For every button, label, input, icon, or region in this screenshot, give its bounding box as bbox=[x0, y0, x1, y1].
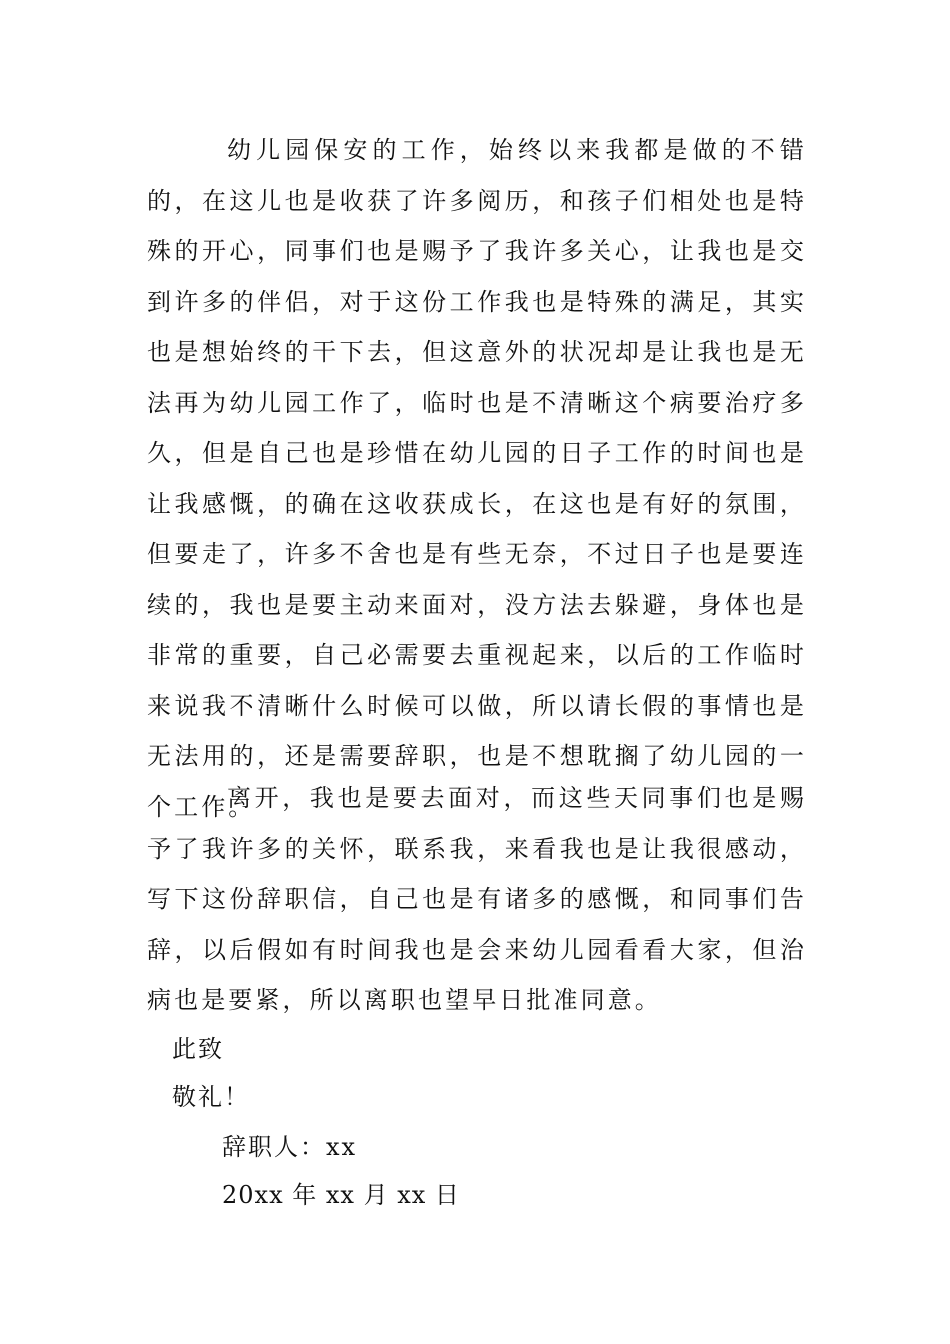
closing-regards: 敬礼！ bbox=[172, 1083, 250, 1111]
date-line: 20xx 年 xx 月 xx 日 bbox=[222, 1181, 460, 1209]
signer-line: 辞职人：xx bbox=[222, 1133, 358, 1161]
body-paragraph-1: 幼儿园保安的工作，始终以来我都是做的不错的，在这儿也是收获了许多阅历，和孩子们相处也是特殊的开心，同事们也是赐予了我许多关心，让我也是交到许多的伴侣，对于这份工作我也是特殊的满足，其实也是想始终的干下去，但这意外的状况却是让我也是无法再为幼儿园工作了，临时也是不清晰这个病要治疗多久，但是自己也是珍惜在幼儿园的日子工作的时间也是让我感慨，的确在这收获成长，在这也是有好的氛围，但要走了，许多不舍也是有些无奈，不过日子也是要连续的，我也是要主动来面对，没方法去躲避，身体也是非常的重要，自己必需要去重视起来，以后的工作临时来说我不清晰什么时候可以做，所以请长假的事情也是无法用的，还是需要辞职，也是不想耽搁了幼儿园的一个工作。 bbox=[147, 136, 807, 821]
body-paragraph-2: 离开，我也是要去面对，而这些天同事们也是赐予了我许多的关怀，联系我，来看我也是让我很感动，写下这份辞职信，自己也是有诸多的感慨，和同事们告辞，以后假如有时间我也是会来幼儿园看看大家，但治病也是要紧，所以离职也望早日批准同意。 bbox=[147, 784, 807, 1014]
closing-salutation: 此致 bbox=[172, 1035, 224, 1063]
